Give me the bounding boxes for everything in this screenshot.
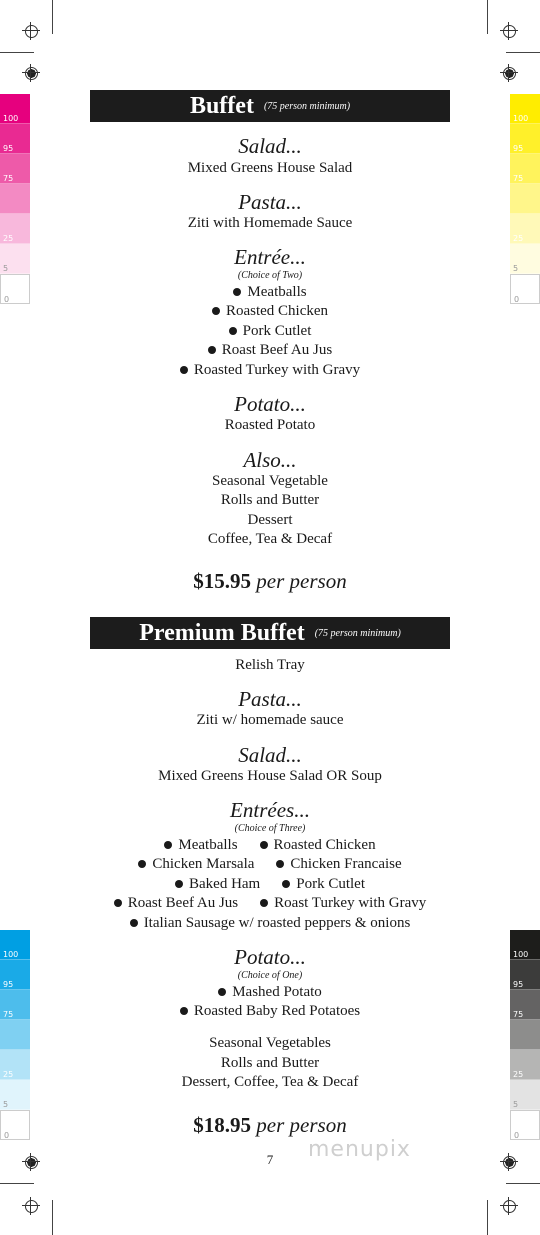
- crop-mark-bl-h: [0, 1183, 34, 1184]
- registration-mark-icon: [22, 1153, 40, 1171]
- color-swatch-label: 5: [513, 1100, 519, 1109]
- color-swatch: [0, 1110, 30, 1140]
- color-swatch: [510, 94, 540, 124]
- color-swatch: [0, 1020, 30, 1050]
- color-swatch: [510, 184, 540, 214]
- crop-mark-tr-h: [506, 52, 540, 53]
- premium-entree-note: (Choice of Three): [234, 823, 306, 834]
- premium-entree-row: Baked Ham Pork Cutlet: [90, 875, 450, 895]
- buffet-pasta-item: Ziti with Homemade Sauce: [187, 215, 353, 231]
- premium-entree-row: Italian Sausage w/ roasted peppers & onions: [90, 914, 450, 934]
- premium-pasta-item: Ziti w/ homemade sauce: [196, 712, 344, 728]
- buffet-also-heading: Also...: [243, 448, 297, 472]
- color-swatch-label: 0: [4, 1131, 10, 1140]
- crop-mark-tl-v: [52, 0, 53, 34]
- color-swatch-label: 100: [513, 950, 529, 959]
- buffet-salad-heading: Salad...: [238, 134, 302, 158]
- color-swatch-label: 25: [513, 234, 524, 243]
- premium-buffet-menu: [90, 0, 450, 1150]
- premium-entree-row: Meatballs Roasted Chicken: [90, 836, 450, 856]
- color-swatch: [510, 1110, 540, 1140]
- color-swatch-label: 5: [3, 264, 9, 273]
- color-swatch: [0, 244, 30, 274]
- buffet-also-item: Seasonal Vegetable: [212, 473, 328, 489]
- premium-price: $18.95 per person: [193, 1113, 347, 1137]
- color-swatch: [0, 274, 30, 304]
- color-swatch-label: 75: [3, 1010, 14, 1019]
- buffet-minimum-note: (75 person minimum): [263, 100, 351, 112]
- buffet-potato-item: Roasted Potato: [224, 417, 316, 433]
- buffet-also-item: Dessert: [247, 512, 293, 528]
- color-swatch: [510, 124, 540, 154]
- color-swatch: [0, 184, 30, 214]
- color-swatch: [0, 124, 30, 154]
- registration-mark-icon: [500, 64, 518, 82]
- color-swatch: [0, 990, 30, 1020]
- buffet-entree-item: Roasted Chicken: [90, 302, 450, 322]
- color-swatch: [510, 214, 540, 244]
- premium-salad-item: Mixed Greens House Salad OR Soup: [158, 768, 382, 784]
- color-swatch-label: 5: [513, 264, 519, 273]
- page-number: 7: [266, 1152, 274, 1167]
- color-swatch: [510, 1020, 540, 1050]
- buffet-also-item: Coffee, Tea & Decaf: [207, 531, 333, 547]
- premium-entree-heading: Entrées...: [230, 798, 310, 822]
- buffet-entree-note: (Choice of Two): [237, 270, 303, 281]
- registration-mark-icon: [22, 64, 40, 82]
- buffet-salad-item: Mixed Greens House Salad: [187, 160, 353, 176]
- black-color-bar: [510, 930, 540, 1140]
- color-swatch-label: 95: [513, 144, 524, 153]
- buffet-entree-item: Roast Beef Au Jus: [90, 341, 450, 361]
- watermark-logo: menupix: [308, 1137, 411, 1162]
- premium-potato-item: Roasted Baby Red Potatoes: [90, 1002, 450, 1022]
- color-swatch: [510, 244, 540, 274]
- buffet-pasta-heading: Pasta...: [238, 190, 302, 214]
- color-swatch: [510, 154, 540, 184]
- color-swatch-label: 75: [513, 174, 524, 183]
- buffet-entree-item: Meatballs: [90, 283, 450, 303]
- registration-mark-icon: [500, 22, 518, 40]
- bullet-icon: [282, 880, 290, 888]
- premium-also-item: Dessert, Coffee, Tea & Decaf: [181, 1074, 359, 1090]
- color-swatch: [510, 930, 540, 960]
- color-swatch-label: 100: [513, 114, 529, 123]
- color-swatch-label: 5: [3, 1100, 9, 1109]
- color-swatch-label: 75: [3, 174, 14, 183]
- color-swatch: [510, 274, 540, 304]
- cyan-color-bar: [0, 930, 30, 1140]
- premium-relish-tray: Relish Tray: [235, 657, 305, 673]
- color-swatch-label: 100: [3, 950, 19, 959]
- crop-mark-br-v: [487, 1200, 488, 1235]
- buffet-potato-heading: Potato...: [234, 392, 306, 416]
- color-swatch-label: 0: [514, 1131, 520, 1140]
- color-swatch-label: 25: [513, 1070, 524, 1079]
- bullet-icon: [114, 899, 122, 907]
- registration-mark-icon: [22, 22, 40, 40]
- color-swatch: [0, 1080, 30, 1110]
- premium-potato-heading: Potato...: [234, 945, 306, 969]
- bullet-icon: [180, 1007, 188, 1015]
- premium-entree-row: Chicken Marsala Chicken Francaise: [90, 855, 450, 875]
- color-swatch-label: 0: [514, 295, 520, 304]
- color-swatch: [510, 990, 540, 1020]
- buffet-price: $15.95 per person: [193, 569, 347, 593]
- color-swatch-label: 25: [3, 1070, 14, 1079]
- color-swatch: [510, 1050, 540, 1080]
- bullet-icon: [218, 988, 226, 996]
- bullet-icon: [130, 919, 138, 927]
- magenta-color-bar: [0, 94, 30, 304]
- registration-mark-icon: [500, 1153, 518, 1171]
- crop-mark-tr-v: [487, 0, 488, 34]
- color-swatch: [0, 930, 30, 960]
- premium-potato-note: (Choice of One): [237, 970, 303, 981]
- color-swatch-label: 95: [3, 980, 14, 989]
- color-swatch: [0, 960, 30, 990]
- bullet-icon: [164, 841, 172, 849]
- color-swatch-label: 95: [513, 980, 524, 989]
- crop-mark-bl-v: [52, 1200, 53, 1235]
- bullet-icon: [260, 841, 268, 849]
- color-swatch-label: 0: [4, 295, 10, 304]
- bullet-icon: [138, 860, 146, 868]
- buffet-entree-item: Pork Cutlet: [90, 322, 450, 342]
- color-swatch-label: 100: [3, 114, 19, 123]
- bullet-icon: [276, 860, 284, 868]
- crop-mark-br-h: [506, 1183, 540, 1184]
- bullet-icon: [260, 899, 268, 907]
- color-swatch-label: 95: [3, 144, 14, 153]
- color-swatch: [0, 154, 30, 184]
- color-swatch: [0, 94, 30, 124]
- registration-mark-icon: [500, 1197, 518, 1215]
- color-swatch: [0, 214, 30, 244]
- premium-also-item: Seasonal Vegetables: [209, 1035, 331, 1051]
- premium-pasta-heading: Pasta...: [238, 687, 302, 711]
- premium-minimum-note: (75 person minimum): [314, 627, 401, 639]
- color-swatch-label: 25: [3, 234, 14, 243]
- color-swatch: [510, 960, 540, 990]
- bullet-icon: [175, 880, 183, 888]
- premium-salad-heading: Salad...: [238, 743, 302, 767]
- yellow-color-bar: [510, 94, 540, 304]
- color-swatch: [0, 1050, 30, 1080]
- buffet-entree-heading: Entrée...: [234, 245, 306, 269]
- buffet-title: Buffet: [189, 92, 254, 119]
- color-swatch-label: 75: [513, 1010, 524, 1019]
- buffet-entree-item: Roasted Turkey with Gravy: [90, 361, 450, 381]
- premium-potato-item: Mashed Potato: [90, 983, 450, 1003]
- premium-also-item: Rolls and Butter: [220, 1055, 320, 1071]
- crop-mark-tl-h: [0, 52, 34, 53]
- premium-buffet-title: Premium Buffet: [139, 619, 305, 646]
- premium-entree-row: Roast Beef Au Jus Roast Turkey with Gravy: [90, 894, 450, 914]
- buffet-also-item: Rolls and Butter: [220, 492, 320, 508]
- registration-mark-icon: [22, 1197, 40, 1215]
- color-swatch: [510, 1080, 540, 1110]
